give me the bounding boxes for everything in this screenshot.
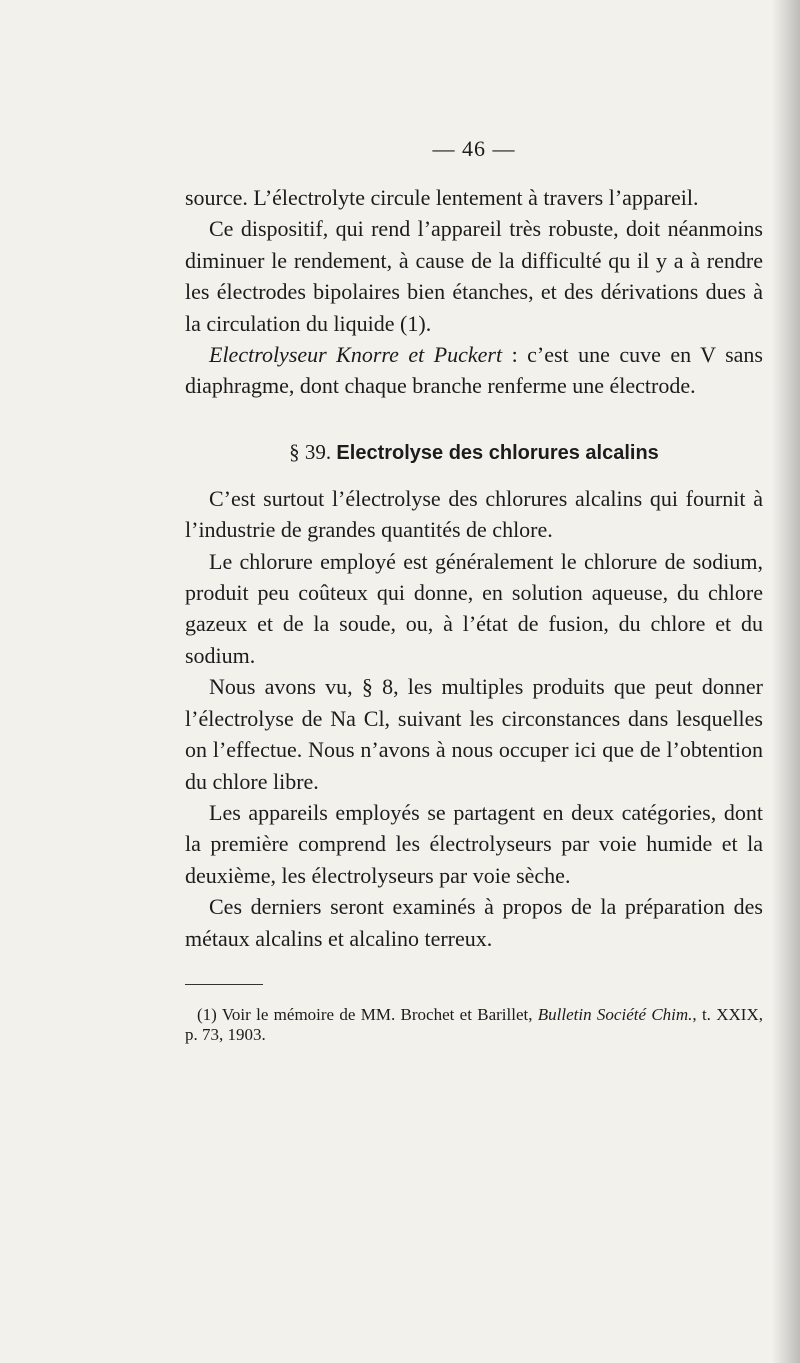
footnote-separator	[185, 984, 263, 985]
paragraph-7: Les appareils employés se partagent en deux catégories, dont la première comprend les électrolyseurs par voie humide et la deuxième, les électrolyseurs par voie sèche.	[185, 799, 763, 888]
section-title: Electrolyse des chlorures alcalins	[336, 441, 659, 464]
paragraph-1: source. L’électrolyte circule lentement à travers l’appareil.	[185, 185, 699, 210]
paragraph-2: Ce dispositif, qui rend l’appareil très robuste, doit néanmoins diminuer le rendement, à cause de la difficulté qu il y a à rendre les électrodes bipolaires bien étanches, et des dérivations dues à la circulation du liquide (1).	[185, 216, 763, 336]
paragraph-3	[185, 339, 763, 402]
paragraph-8: Ces derniers seront examinés à propos de la préparation des métaux alcalins et alcalino terreux.	[185, 894, 763, 951]
page-edge-shadow	[772, 0, 800, 1363]
footnote-text-end: , t. XXIX, p. 73, 1903.	[185, 1004, 763, 1044]
footnote	[185, 1005, 763, 1045]
footnote-text-start: (1) Voir le mémoire de MM. Brochet et Barillet,	[197, 1004, 538, 1024]
page-number: — 46 —	[432, 136, 516, 161]
page-content	[185, 136, 763, 1045]
paragraph-5: Le chlorure employé est généralement le chlorure de sodium, produit peu coûteux qui donne, en solution aqueuse, du chlore gazeux et de la soude, ou, à l’état de fusion, du chlore et du sodium.	[185, 548, 763, 668]
paragraph-4: C’est surtout l’électrolyse des chlorures alcalins qui fournit à l’industrie de grandes quantités de chlore.	[185, 485, 763, 543]
section-number: § 39.	[289, 439, 332, 464]
footnote-journal: Bulletin Société Chim.	[537, 1004, 693, 1024]
apparatus-name: Electrolyseur Knorre et Puckert	[209, 342, 503, 368]
paragraph-6: Nous avons vu, § 8, les multiples produits que peut donner l’électrolyse de Na Cl, suivant les circonstances dans lesquelles on l’effectue. Nous n’avons à nous occuper ici que de l’obtention du chlore libre.	[185, 674, 763, 794]
section-heading	[185, 440, 763, 465]
paragraph-3-text: : c’est une cuve en V sans diaphragme, dont chaque branche renferme une électrode.	[185, 342, 763, 399]
